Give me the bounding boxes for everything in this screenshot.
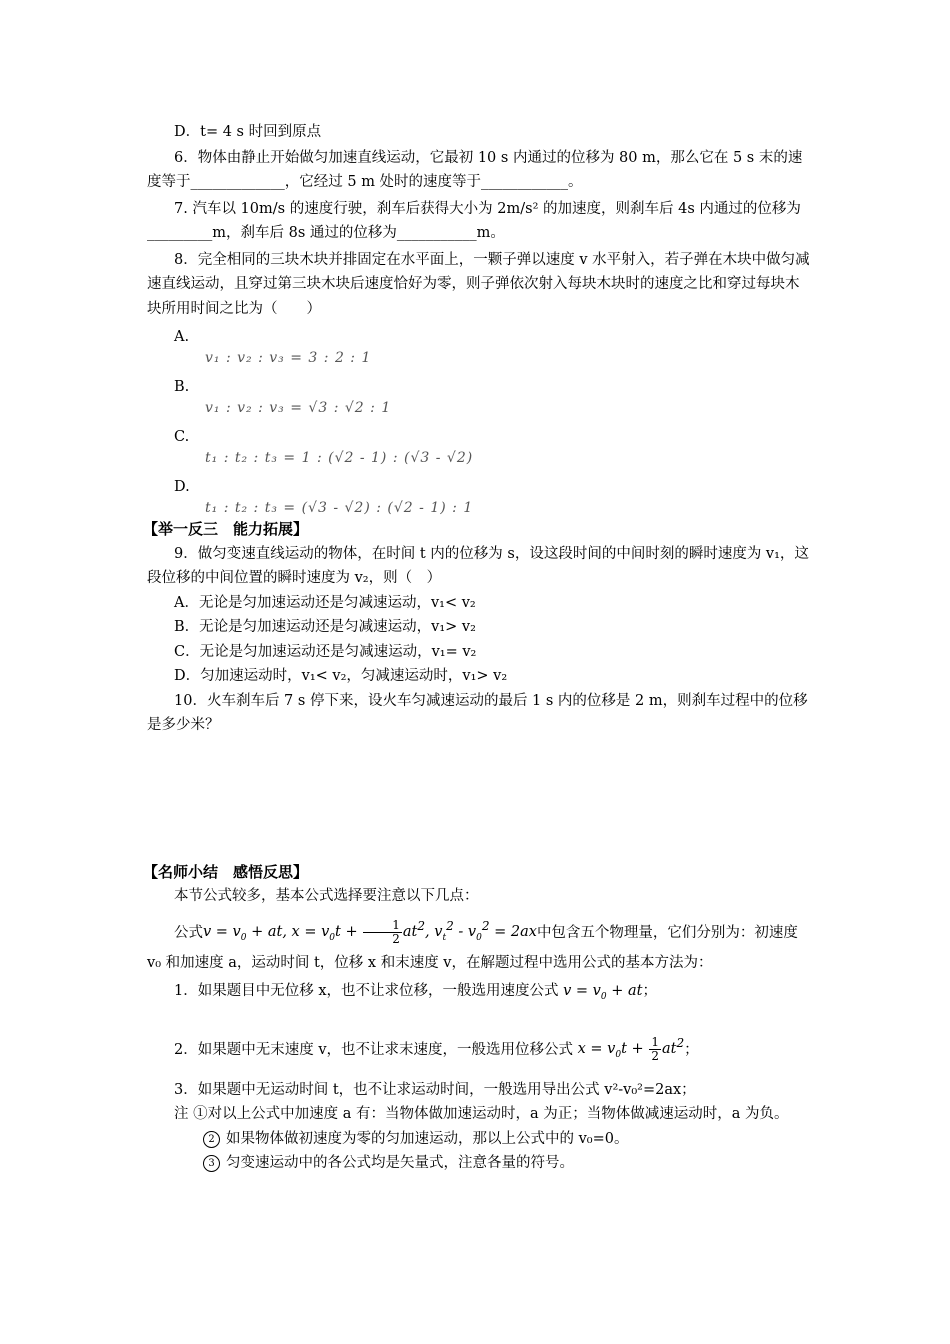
velocity-formula: $v = v_0$ + at — [558, 983, 643, 1003]
summary-note-1 — [147, 1102, 812, 1127]
option-formula: v₁ : v₂ : v₃ = √3 : √2 : 1 — [205, 400, 392, 416]
summary-rule-3: 3．如果题中无运动时间 t，也不让求运动时间，一般选用导出公式 v²-v₀²=2ax； — [174, 1081, 696, 1098]
summary-intro: 本节公式较多，基本公式选择要注意以下几点： — [174, 888, 479, 904]
q5-option-d: D．t= 4 s 时回到原点 — [174, 124, 322, 140]
question-10: 10．火车刹车后 7 s 停下来，设火车匀减速运动的最后 1 s 内的位移是 2 m，则刹车过程中的位移是多少米？ — [147, 692, 808, 733]
section-title-summary: 【名师小结 感悟反思】 — [143, 862, 309, 881]
question-9: 9．做匀变速直线运动的物体，在时间 t 内的位移为 s，设这段时间的中间时刻的瞬时速度为 v₁，这段位移的中间位置的瞬时速度为 v₂，则（ ） — [147, 545, 809, 586]
note-label: 注 — [174, 1106, 189, 1123]
rule-text: 2．如果题中无末速度 v，也不让求末速度，一般选用位移公式 — [174, 1041, 574, 1058]
summary-note-2 — [147, 1127, 812, 1152]
option-label: B. — [174, 379, 190, 395]
option-formula: v₁ : v₂ : v₃ = 3 : 2 : 1 — [205, 350, 372, 366]
q8-option-a — [147, 327, 812, 377]
q8-option-c — [147, 427, 812, 477]
kinematics-formulas: $v = v_0$ + at, $x = v_0t$ + $\frac{1}{2}$ $at^2$, $v_t^2 - v_0^2 = 2ax$ — [203, 917, 537, 946]
summary-note-3 — [147, 1151, 812, 1176]
answer-space — [147, 738, 812, 860]
q9-option-d: D．匀加速运动时，v₁< v₂，匀减速运动时，v₁> v₂ — [174, 668, 508, 684]
option-label: D. — [174, 479, 190, 495]
q9-option-a: A．无论是匀加速运动还是匀减速运动，v₁< v₂ — [174, 594, 476, 611]
circled-number-2: 2 — [203, 1131, 220, 1148]
question-7: 7. 汽车以 10m/s 的速度行驶，刹车后获得大小为 2m/s² 的加速度，则刹车后 4s 内通过的位移为_________m，刹车后 8s 通过的位移为___________m。 — [147, 200, 801, 241]
displacement-formula: $x = v_0t$ + $\frac{1}{2}$ $at^2$ — [573, 1034, 685, 1063]
q9-option-b: B．无论是匀加速运动还是匀减速运动，v₁> v₂ — [174, 619, 476, 635]
rule-text: 1．如果题目中无位移 x，也不让求位移，一般选用速度公式 — [174, 983, 559, 1000]
question-6: 6．物体由静止开始做匀加速直线运动，它最初 10 s 内通过的位移为 80 m，那么它在 5 s 末的速度等于_____________，它经过 5 m 处时的速度等于____________。 — [147, 149, 803, 190]
option-label: A. — [174, 329, 190, 345]
formula-prefix: 公式 — [174, 924, 203, 941]
document-page — [143, 120, 812, 1176]
q8-option-d — [147, 477, 812, 517]
q9-option-c: C．无论是匀加速运动还是匀减速运动，v₁= v₂ — [174, 643, 477, 660]
circled-number-3: 3 — [203, 1155, 220, 1172]
summary-formula-paragraph — [147, 915, 812, 976]
option-formula: t₁ : t₂ : t₃ = (√3 - √2) : (√2 - 1) : 1 — [205, 500, 474, 516]
option-formula: t₁ : t₂ : t₃ = 1 : (√2 - 1) : (√3 - √2) — [205, 450, 474, 466]
option-label: C. — [174, 429, 190, 445]
question-8: 8．完全相同的三块木块并排固定在水平面上，一颗子弹以速度 v 水平射入，若子弹在木块中做匀减速直线运动，且穿过第三块木块后速度恰好为零，则子弹依次射入每块木块时的速度之比和穿过每块木块所用时间之比为（ ） — [147, 251, 810, 317]
summary-rule-2: 2．如果题中无末速度 v，也不让求末速度，一般选用位移公式 $x = v_0t$ + $\frac{1}{2}$ $at^2$； — [174, 1034, 699, 1063]
note-text: 匀变速运动中的各公式均是矢量式，注意各量的符号。 — [226, 1155, 574, 1172]
q8-option-b — [147, 377, 812, 427]
note-text: 如果物体做初速度为零的匀加速运动，那以上公式中的 v₀=0。 — [226, 1130, 629, 1147]
formula-suffix: 中包含五个物理量，它们分别为：初速度 v₀ 和加速度 a，运动时间 t，位移 x 和末速度 v，在解题过程中选用公式的基本方法为： — [147, 924, 798, 971]
note-text: ①对以上公式中加速度 a 有：当物体做加速运动时，a 为正；当物体做减速运动时，a 为负。 — [193, 1106, 789, 1123]
summary-rule-1: 1．如果题目中无位移 x，也不让求位移，一般选用速度公式 $v = v_0$ + at； — [174, 983, 657, 1003]
section-title-extension: 【举一反三 能力拓展】 — [143, 520, 309, 538]
